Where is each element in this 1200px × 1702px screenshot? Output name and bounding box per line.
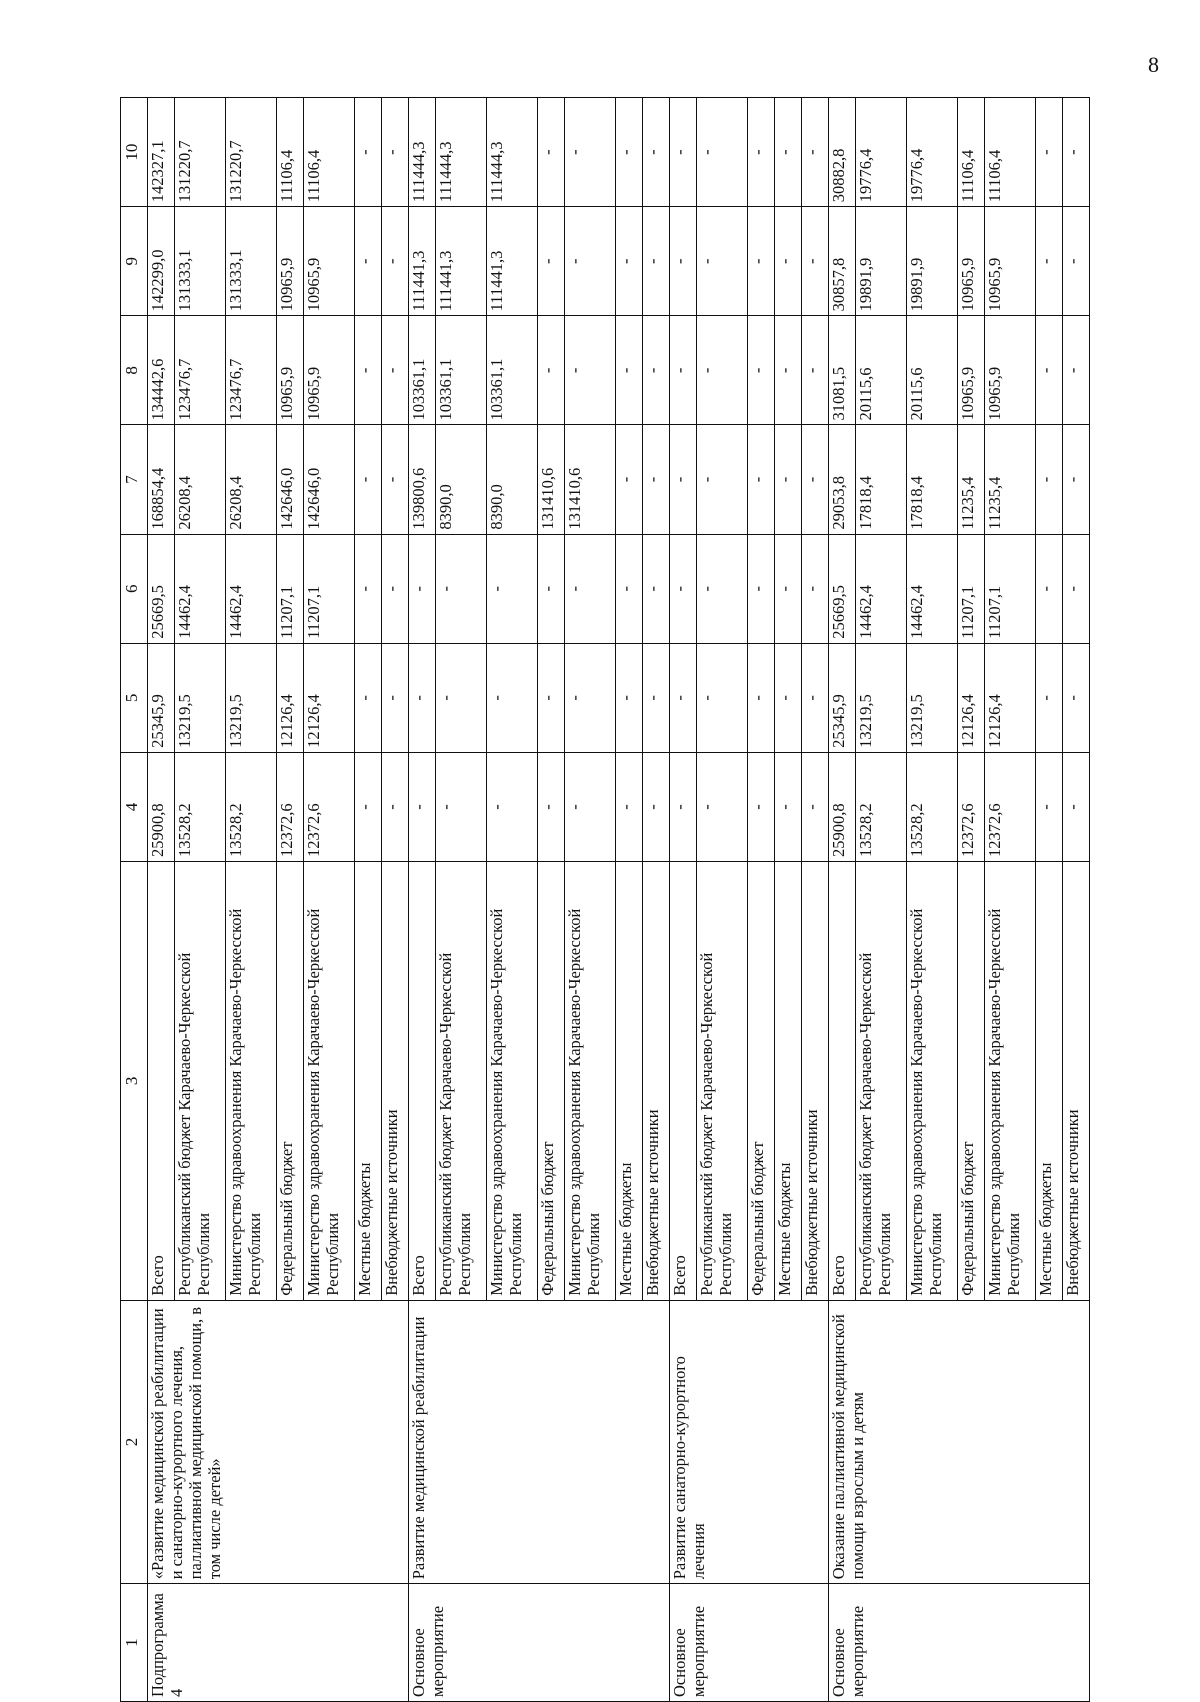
value-cell: 13219,5 — [175, 643, 226, 752]
funding-source-cell: Всего — [829, 862, 856, 1301]
value-cell: - — [748, 752, 775, 861]
value-cell: 103361,1 — [436, 316, 487, 425]
value-cell: 11235,4 — [958, 425, 985, 534]
value-cell: 10965,9 — [277, 207, 304, 316]
funding-source-cell: Министерство здравоохранения Карачаево-Черкесской Республики — [487, 862, 538, 1301]
value-cell: - — [775, 752, 802, 861]
value-cell: 13219,5 — [856, 643, 907, 752]
value-cell: - — [670, 207, 697, 316]
header-row — [121, 98, 148, 1702]
item-name-cell: Оказание паллиативной медицинской помощи взрослым и детям — [829, 1300, 1090, 1584]
value-cell: - — [436, 643, 487, 752]
table-row — [670, 98, 697, 1702]
value-cell: 10965,9 — [985, 207, 1036, 316]
value-cell: 13528,2 — [907, 752, 958, 861]
value-cell: - — [1036, 752, 1063, 861]
value-cell: - — [382, 98, 409, 207]
value-cell: - — [616, 207, 643, 316]
value-cell: 25345,9 — [148, 643, 175, 752]
value-cell: - — [382, 643, 409, 752]
value-cell: 12372,6 — [304, 752, 355, 861]
value-cell: - — [1036, 98, 1063, 207]
value-cell: - — [616, 752, 643, 861]
value-cell: - — [355, 425, 382, 534]
value-cell: - — [616, 643, 643, 752]
value-cell: 14462,4 — [175, 534, 226, 643]
value-cell: 103361,1 — [487, 316, 538, 425]
page-number: 8 — [1148, 52, 1159, 77]
value-cell: - — [1063, 534, 1090, 643]
value-cell: 12126,4 — [304, 643, 355, 752]
value-cell: - — [1036, 425, 1063, 534]
value-cell: - — [670, 98, 697, 207]
value-cell: - — [1063, 207, 1090, 316]
value-cell: 12372,6 — [277, 752, 304, 861]
value-cell: - — [748, 643, 775, 752]
value-cell: - — [697, 534, 748, 643]
value-cell: 11106,4 — [304, 98, 355, 207]
value-cell: 12126,4 — [277, 643, 304, 752]
value-cell: 30857,8 — [829, 207, 856, 316]
value-cell: - — [697, 425, 748, 534]
funding-source-cell: Местные бюджеты — [775, 862, 802, 1301]
item-type-cell: Основное мероприятие — [829, 1584, 1090, 1702]
funding-source-cell: Министерство здравоохранения Карачаево-Черкесской Республики — [226, 862, 277, 1301]
value-cell: - — [802, 98, 829, 207]
value-cell: 19776,4 — [856, 98, 907, 207]
value-cell: - — [616, 316, 643, 425]
value-cell: - — [802, 425, 829, 534]
value-cell: - — [1063, 316, 1090, 425]
funding-source-cell: Федеральный бюджет — [958, 862, 985, 1301]
funding-source-cell: Республиканский бюджет Карачаево-Черкесской Республики — [697, 862, 748, 1301]
value-cell: 14462,4 — [226, 534, 277, 643]
table-row — [148, 98, 175, 1702]
value-cell: 19891,9 — [907, 207, 958, 316]
item-name-cell: «Развитие медицинской реабилитации и санаторно-курортного лечения, паллиативной медицинской помощи, в том числе детей» — [148, 1300, 409, 1584]
value-cell: - — [775, 643, 802, 752]
value-cell: - — [670, 534, 697, 643]
value-cell: - — [775, 98, 802, 207]
value-cell: - — [643, 207, 670, 316]
col-header-8: 8 — [121, 316, 148, 425]
value-cell: 19891,9 — [856, 207, 907, 316]
value-cell: 142327,1 — [148, 98, 175, 207]
value-cell: - — [565, 534, 616, 643]
value-cell: - — [802, 643, 829, 752]
funding-source-cell: Министерство здравоохранения Карачаево-Черкесской Республики — [985, 862, 1036, 1301]
value-cell: 10965,9 — [304, 316, 355, 425]
value-cell: - — [802, 534, 829, 643]
value-cell: - — [748, 207, 775, 316]
value-cell: 123476,7 — [226, 316, 277, 425]
value-cell: - — [775, 207, 802, 316]
value-cell: - — [565, 316, 616, 425]
value-cell: 111441,3 — [487, 207, 538, 316]
value-cell: - — [697, 316, 748, 425]
value-cell: 13528,2 — [856, 752, 907, 861]
value-cell: - — [538, 207, 565, 316]
value-cell: - — [775, 316, 802, 425]
funding-source-cell: Местные бюджеты — [1036, 862, 1063, 1301]
value-cell: 131410,6 — [538, 425, 565, 534]
value-cell: 13528,2 — [175, 752, 226, 861]
value-cell: - — [355, 98, 382, 207]
item-name-cell: Развитие медицинской реабилитации — [409, 1300, 670, 1584]
funding-source-cell: Министерство здравоохранения Карачаево-Черкесской Республики — [565, 862, 616, 1301]
funding-source-cell: Министерство здравоохранения Карачаево-Черкесской Республики — [907, 862, 958, 1301]
value-cell: - — [1063, 752, 1090, 861]
funding-source-cell: Внебюджетные источники — [802, 862, 829, 1301]
value-cell: - — [643, 316, 670, 425]
col-header-5: 5 — [121, 643, 148, 752]
value-cell: 111441,3 — [436, 207, 487, 316]
value-cell: - — [538, 643, 565, 752]
value-cell: - — [748, 316, 775, 425]
value-cell: - — [382, 207, 409, 316]
value-cell: 30882,8 — [829, 98, 856, 207]
value-cell: 139800,6 — [409, 425, 436, 534]
value-cell: - — [616, 425, 643, 534]
value-cell: - — [643, 752, 670, 861]
funding-source-cell: Федеральный бюджет — [538, 862, 565, 1301]
value-cell: - — [670, 643, 697, 752]
value-cell: - — [538, 534, 565, 643]
value-cell: 25669,5 — [148, 534, 175, 643]
value-cell: 10965,9 — [277, 316, 304, 425]
item-name-cell: Развитие санаторно-курортного лечения — [670, 1300, 829, 1584]
value-cell: 26208,4 — [175, 425, 226, 534]
value-cell: 168854,4 — [148, 425, 175, 534]
col-header-9: 9 — [121, 207, 148, 316]
col-header-3: 3 — [121, 862, 148, 1301]
value-cell: 25345,9 — [829, 643, 856, 752]
value-cell: 134442,6 — [148, 316, 175, 425]
value-cell: 12372,6 — [985, 752, 1036, 861]
value-cell: 25900,8 — [829, 752, 856, 861]
item-type-cell: Основное мероприятие — [409, 1584, 670, 1702]
funding-source-cell: Внебюджетные источники — [1063, 862, 1090, 1301]
value-cell: 10965,9 — [958, 207, 985, 316]
value-cell: - — [1036, 316, 1063, 425]
value-cell: 12372,6 — [958, 752, 985, 861]
value-cell: 26208,4 — [226, 425, 277, 534]
value-cell: - — [643, 643, 670, 752]
value-cell: - — [802, 207, 829, 316]
item-type-cell: Подпрограмма 4 — [148, 1584, 409, 1702]
value-cell: - — [487, 534, 538, 643]
value-cell: - — [616, 534, 643, 643]
value-cell: - — [355, 316, 382, 425]
value-cell: - — [1063, 643, 1090, 752]
value-cell: - — [436, 752, 487, 861]
value-cell: 11106,4 — [985, 98, 1036, 207]
value-cell: - — [697, 752, 748, 861]
value-cell: - — [538, 98, 565, 207]
value-cell: - — [748, 534, 775, 643]
value-cell: - — [355, 752, 382, 861]
funding-source-cell: Республиканский бюджет Карачаево-Черкесской Республики — [856, 862, 907, 1301]
value-cell: 111441,3 — [409, 207, 436, 316]
value-cell: - — [697, 207, 748, 316]
value-cell: - — [670, 425, 697, 534]
col-header-1: 1 — [121, 1584, 148, 1702]
value-cell: 20115,6 — [856, 316, 907, 425]
value-cell: - — [1036, 534, 1063, 643]
value-cell: - — [382, 534, 409, 643]
value-cell: 11207,1 — [958, 534, 985, 643]
value-cell: - — [748, 425, 775, 534]
value-cell: 17818,4 — [907, 425, 958, 534]
value-cell: 11207,1 — [985, 534, 1036, 643]
value-cell: - — [643, 534, 670, 643]
funding-source-cell: Министерство здравоохранения Карачаево-Черкесской Республики — [304, 862, 355, 1301]
value-cell: - — [1063, 425, 1090, 534]
value-cell: - — [565, 207, 616, 316]
value-cell: - — [487, 752, 538, 861]
value-cell: - — [775, 425, 802, 534]
funding-source-cell: Внебюджетные источники — [382, 862, 409, 1301]
value-cell: 8390,0 — [487, 425, 538, 534]
value-cell: 11106,4 — [277, 98, 304, 207]
value-cell: - — [382, 752, 409, 861]
value-cell: 17818,4 — [856, 425, 907, 534]
value-cell: - — [409, 752, 436, 861]
value-cell: 31081,5 — [829, 316, 856, 425]
table-body — [148, 98, 1090, 1702]
funding-source-cell: Местные бюджеты — [616, 862, 643, 1301]
value-cell: - — [565, 643, 616, 752]
value-cell: - — [802, 752, 829, 861]
value-cell: - — [1036, 207, 1063, 316]
value-cell: - — [748, 98, 775, 207]
value-cell: 111444,3 — [409, 98, 436, 207]
value-cell: 11235,4 — [985, 425, 1036, 534]
funding-source-cell: Федеральный бюджет — [277, 862, 304, 1301]
value-cell: - — [355, 643, 382, 752]
value-cell: 25669,5 — [829, 534, 856, 643]
value-cell: - — [409, 643, 436, 752]
value-cell: 20115,6 — [907, 316, 958, 425]
value-cell: 11207,1 — [304, 534, 355, 643]
value-cell: 111444,3 — [487, 98, 538, 207]
value-cell: - — [1036, 643, 1063, 752]
value-cell: 10965,9 — [958, 316, 985, 425]
value-cell: 8390,0 — [436, 425, 487, 534]
value-cell: 131220,7 — [226, 98, 277, 207]
value-cell: - — [565, 98, 616, 207]
value-cell: - — [697, 643, 748, 752]
value-cell: 142646,0 — [277, 425, 304, 534]
value-cell: 131333,1 — [226, 207, 277, 316]
funding-source-cell: Республиканский бюджет Карачаево-Черкесской Республики — [436, 862, 487, 1301]
value-cell: - — [697, 98, 748, 207]
col-header-10: 10 — [121, 98, 148, 207]
value-cell: 14462,4 — [856, 534, 907, 643]
value-cell: - — [802, 316, 829, 425]
value-cell: - — [670, 316, 697, 425]
value-cell: 14462,4 — [907, 534, 958, 643]
value-cell: 19776,4 — [907, 98, 958, 207]
value-cell: - — [436, 534, 487, 643]
value-cell: - — [616, 98, 643, 207]
col-header-2: 2 — [121, 1300, 148, 1584]
table-row — [409, 98, 436, 1702]
value-cell: 142299,0 — [148, 207, 175, 316]
value-cell: - — [538, 316, 565, 425]
value-cell: 131410,6 — [565, 425, 616, 534]
value-cell: 131220,7 — [175, 98, 226, 207]
value-cell: 111444,3 — [436, 98, 487, 207]
item-type-cell: Основное мероприятие — [670, 1584, 829, 1702]
table-row — [829, 98, 856, 1702]
value-cell: 12126,4 — [958, 643, 985, 752]
value-cell: 13219,5 — [226, 643, 277, 752]
value-cell: 11207,1 — [277, 534, 304, 643]
funding-source-cell: Республиканский бюджет Карачаево-Черкесской Республики — [175, 862, 226, 1301]
value-cell: 123476,7 — [175, 316, 226, 425]
value-cell: - — [643, 98, 670, 207]
value-cell: 29053,8 — [829, 425, 856, 534]
value-cell: - — [409, 534, 436, 643]
value-cell: - — [775, 534, 802, 643]
value-cell: 103361,1 — [409, 316, 436, 425]
value-cell: - — [538, 752, 565, 861]
value-cell: 25900,8 — [148, 752, 175, 861]
value-cell: 142646,0 — [304, 425, 355, 534]
value-cell: - — [487, 643, 538, 752]
value-cell: - — [643, 425, 670, 534]
value-cell: 10965,9 — [985, 316, 1036, 425]
value-cell: - — [355, 207, 382, 316]
value-cell: - — [355, 534, 382, 643]
funding-source-cell: Федеральный бюджет — [748, 862, 775, 1301]
value-cell: - — [1063, 98, 1090, 207]
value-cell: - — [382, 425, 409, 534]
funding-source-cell: Всего — [670, 862, 697, 1301]
value-cell: 10965,9 — [304, 207, 355, 316]
funding-source-cell: Всего — [148, 862, 175, 1301]
value-cell: 11106,4 — [958, 98, 985, 207]
value-cell: 131333,1 — [175, 207, 226, 316]
value-cell: 12126,4 — [985, 643, 1036, 752]
col-header-6: 6 — [121, 534, 148, 643]
funding-source-cell: Внебюджетные источники — [643, 862, 670, 1301]
budget-table — [120, 97, 1090, 1702]
rotated-table-container — [120, 97, 1120, 1702]
col-header-7: 7 — [121, 425, 148, 534]
value-cell: 13528,2 — [226, 752, 277, 861]
col-header-4: 4 — [121, 752, 148, 861]
funding-source-cell: Всего — [409, 862, 436, 1301]
value-cell: 13219,5 — [907, 643, 958, 752]
funding-source-cell: Местные бюджеты — [355, 862, 382, 1301]
value-cell: - — [382, 316, 409, 425]
value-cell: - — [670, 752, 697, 861]
value-cell: - — [565, 752, 616, 861]
